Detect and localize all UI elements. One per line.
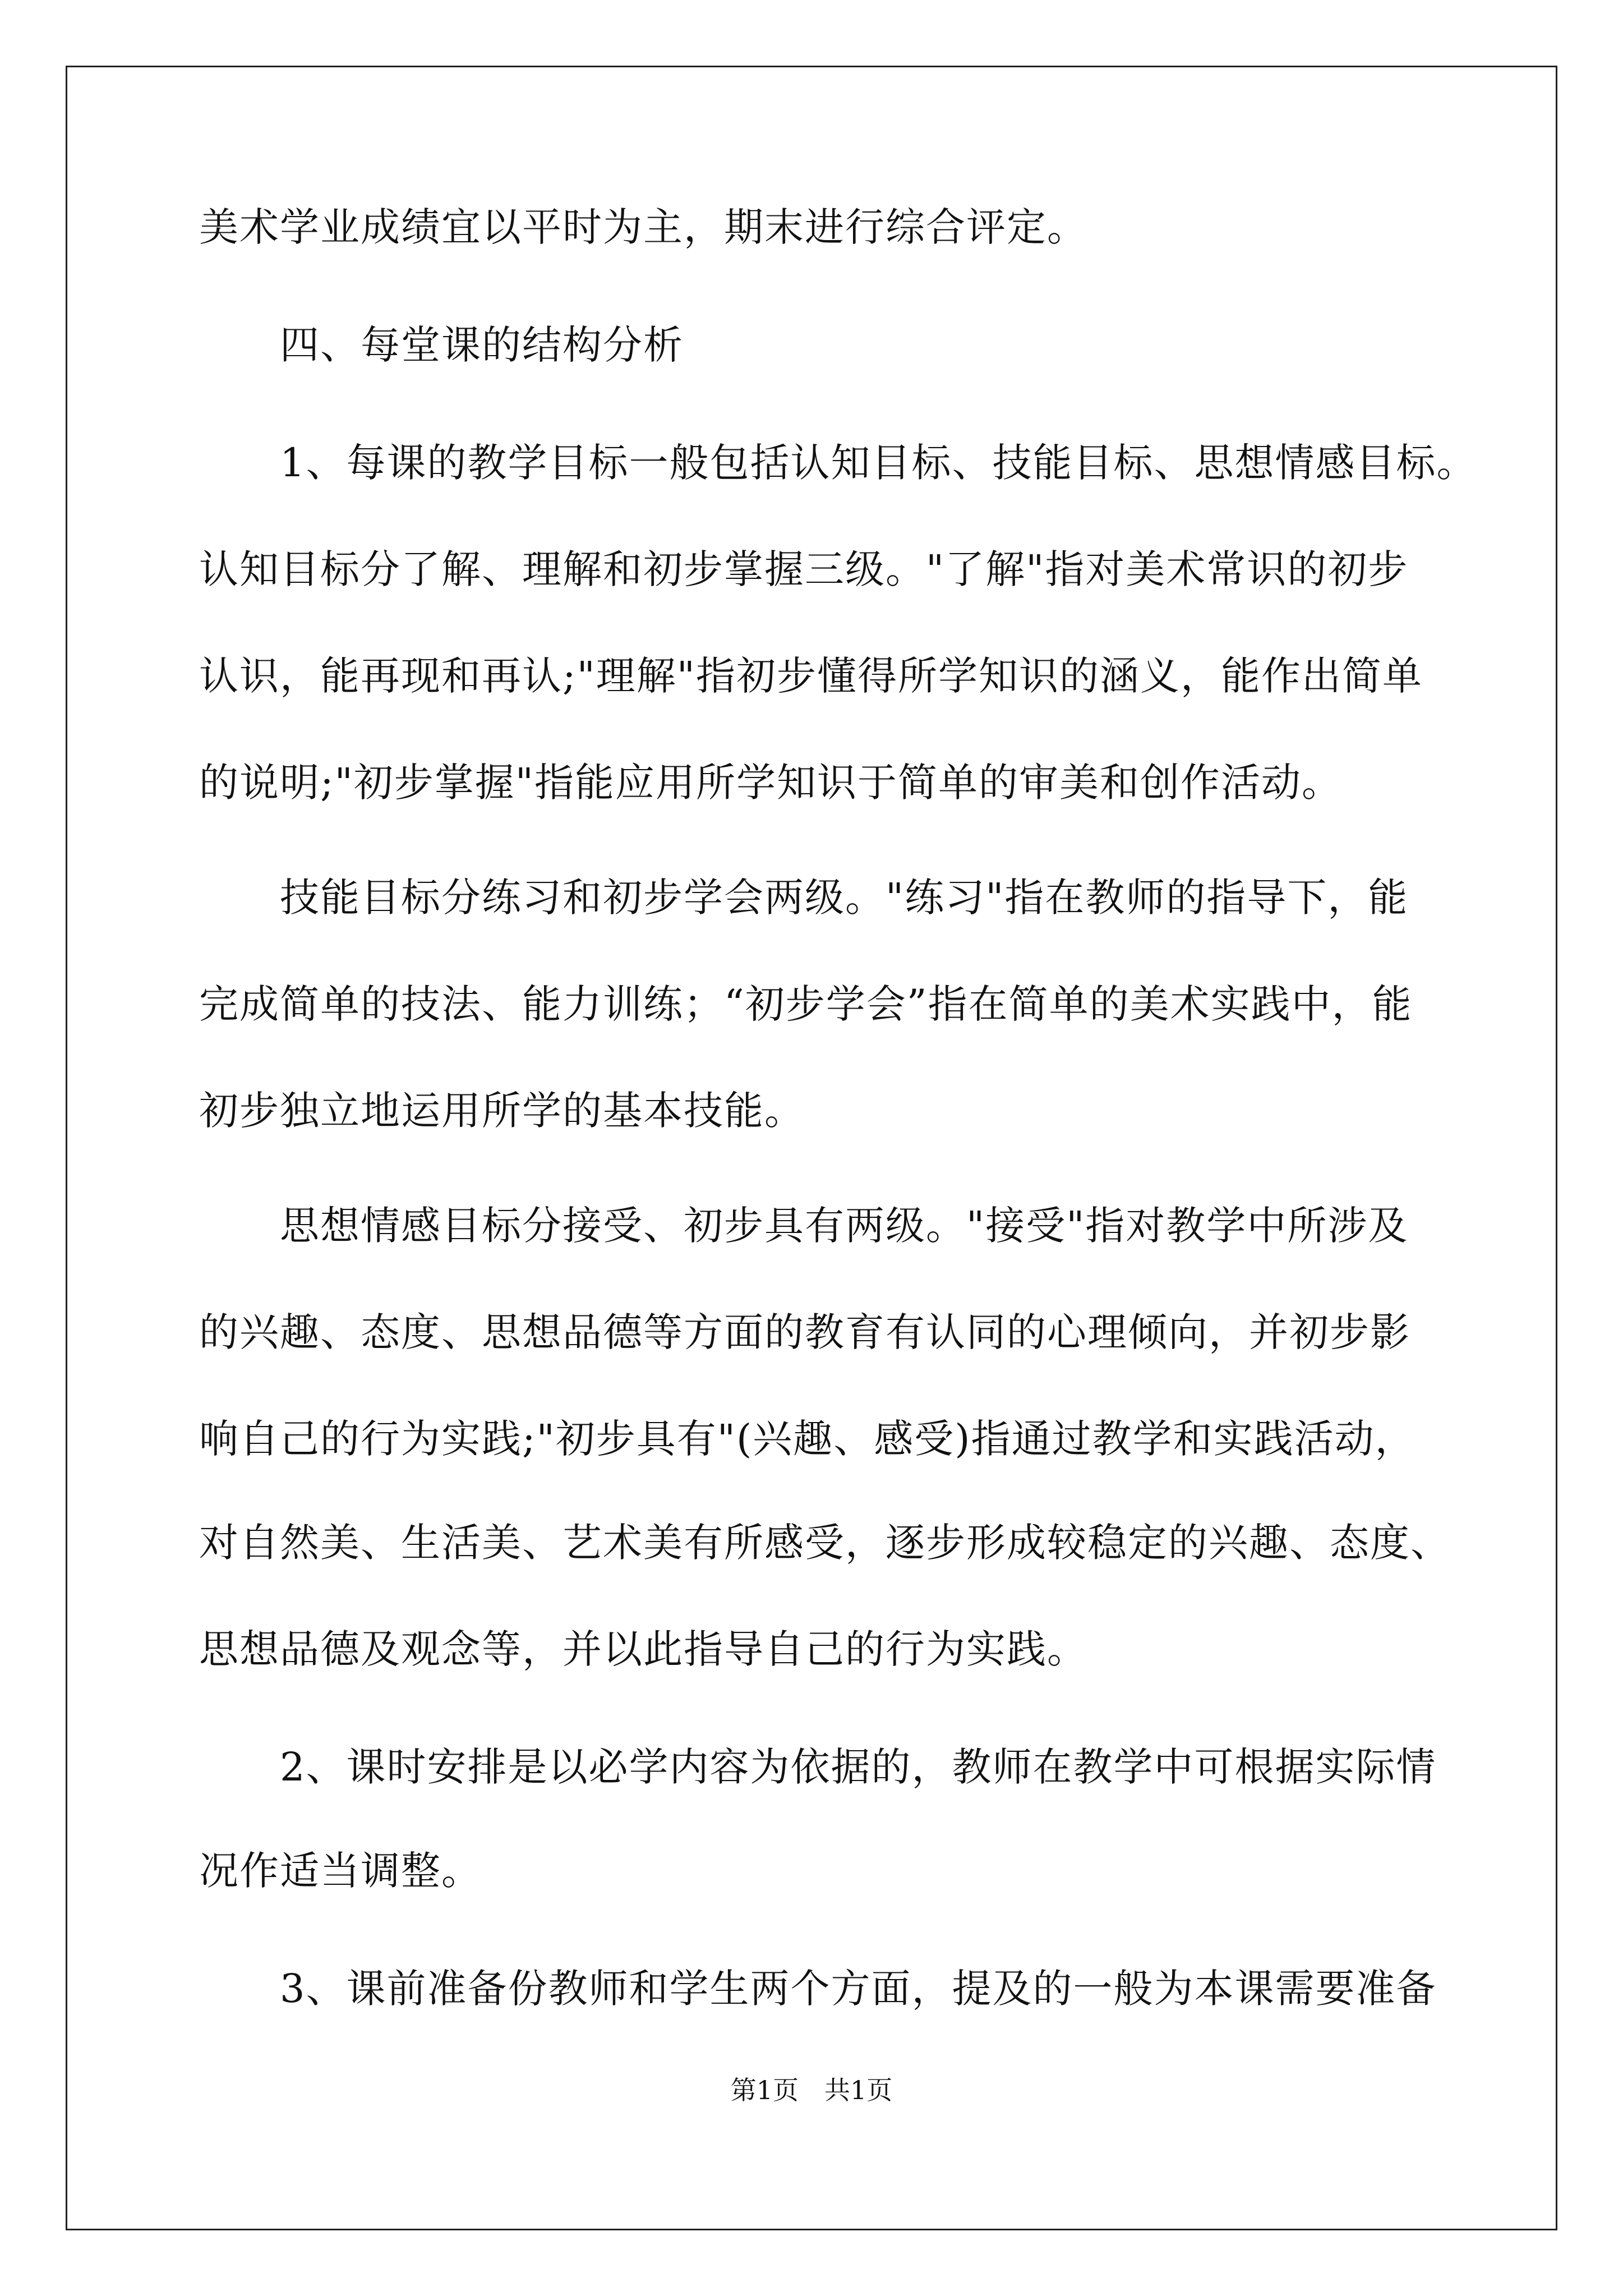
text-line: 完成简单的技法、能力训练；“初步学会”指在简单的美术实践中，能	[199, 981, 1413, 1027]
page-border	[66, 66, 1557, 2230]
text-line: 思想情感目标分接受、初步具有两级。"接受"指对教学中所涉及	[199, 1203, 1409, 1249]
text-line: 技能目标分练习和初步学会两级。"练习"指在教师的指导下，能	[199, 875, 1409, 921]
text-line: 的说明;"初步掌握"指能应用所学知识于简单的审美和创作活动。	[199, 760, 1342, 806]
text-line: 对自然美、生活美、艺术美有所感受，逐步形成较稳定的兴趣、态度、	[199, 1520, 1451, 1566]
text-line: 认识，能再现和再认;"理解"指初步懂得所学知识的涵义，能作出简单	[199, 653, 1423, 699]
text-line: 的兴趣、态度、思想品德等方面的教育有认同的心理倾向，并初步影	[199, 1309, 1410, 1355]
text-line: 3、课前准备份教师和学生两个方面，提及的一般为本课需要准备	[199, 1966, 1437, 2012]
text-line: 初步独立地运用所学的基本技能。	[199, 1088, 805, 1134]
text-line: 2、课时安排是以必学内容为依据的，教师在教学中可根据实际情	[199, 1744, 1437, 1790]
section-heading: 四、每堂课的结构分析	[199, 322, 684, 368]
page-number: 第1页 共1页	[730, 2075, 893, 2105]
text-line: 美术学业成绩宜以平时为主，期末进行综合评定。	[199, 204, 1087, 250]
text-line: 认知目标分了解、理解和初步掌握三级。"了解"指对美术常识的初步	[199, 546, 1409, 592]
text-line: 况作适当调整。	[199, 1848, 482, 1894]
text-line: 1、每课的教学目标一般包括认知目标、技能目标、思想情感目标。	[199, 440, 1477, 486]
text-line: 响自己的行为实践;"初步具有"(兴趣、感受)指通过教学和实践活动，	[199, 1416, 1415, 1462]
text-line: 思想品德及观念等，并以此指导自己的行为实践。	[199, 1626, 1087, 1672]
